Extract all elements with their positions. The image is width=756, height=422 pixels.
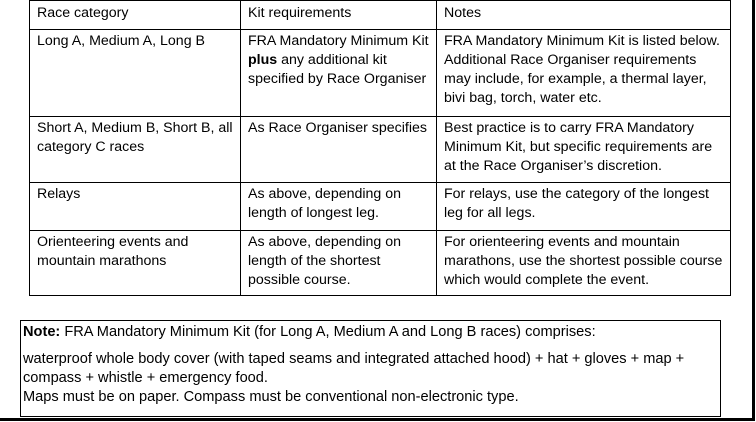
cell-kit-requirements: As Race Organiser specifies bbox=[241, 117, 437, 183]
note-label: Note: bbox=[23, 324, 61, 340]
note-intro-text: FRA Mandatory Minimum Kit (for Long A, Medium A and Long B races) comprises: bbox=[60, 324, 596, 340]
header-kit-requirements: Kit requirements bbox=[241, 1, 437, 30]
table-row bbox=[30, 183, 731, 231]
cell-notes: FRA Mandatory Minimum Kit is listed below. Additional Race Organiser requirements may include, for example, a thermal layer, bivi bag, torch, water etc. bbox=[437, 30, 731, 117]
note-kit-list: waterproof whole body cover (with taped seams and integrated attached hood) + hat + gloves + map + compass + whistle + emergency food. bbox=[23, 351, 685, 386]
cell-kit-requirements bbox=[241, 30, 437, 117]
cell-notes: For relays, use the category of the longest leg for all legs. bbox=[437, 183, 731, 231]
cell-notes: Best practice is to carry FRA Mandatory Minimum Kit, but specific requirements are at the Race Organiser’s discretion. bbox=[437, 117, 731, 183]
cell-notes: For orienteering events and mountain marathons, use the shortest possible course which would complete the event. bbox=[437, 231, 731, 296]
cell-kit-requirements: As above, depending on length of the shortest possible course. bbox=[241, 231, 437, 296]
kit-requirements-table bbox=[29, 0, 731, 296]
header-notes: Notes bbox=[437, 1, 731, 30]
cell-race-category: Relays bbox=[30, 183, 241, 231]
kit-emphasis: plus bbox=[248, 52, 278, 68]
kit-text: any additional kit specified by Race Organiser bbox=[248, 52, 427, 87]
kit-text: FRA Mandatory Minimum Kit bbox=[248, 33, 429, 49]
table-row bbox=[30, 117, 731, 183]
cell-race-category: Short A, Medium B, Short B, all category C races bbox=[30, 117, 241, 183]
table-header-row bbox=[30, 1, 731, 30]
cell-race-category: Orienteering events and mountain marathons bbox=[30, 231, 241, 296]
note-intro bbox=[23, 323, 720, 342]
mandatory-kit-note-box bbox=[20, 320, 721, 417]
table-row bbox=[30, 231, 731, 296]
header-race-category: Race category bbox=[30, 1, 241, 30]
note-rules: Maps must be on paper. Compass must be conventional non-electronic type. bbox=[23, 389, 519, 405]
cell-race-category: Long A, Medium A, Long B bbox=[30, 30, 241, 117]
cell-kit-requirements: As above, depending on length of longest leg. bbox=[241, 183, 437, 231]
table-row bbox=[30, 30, 731, 117]
